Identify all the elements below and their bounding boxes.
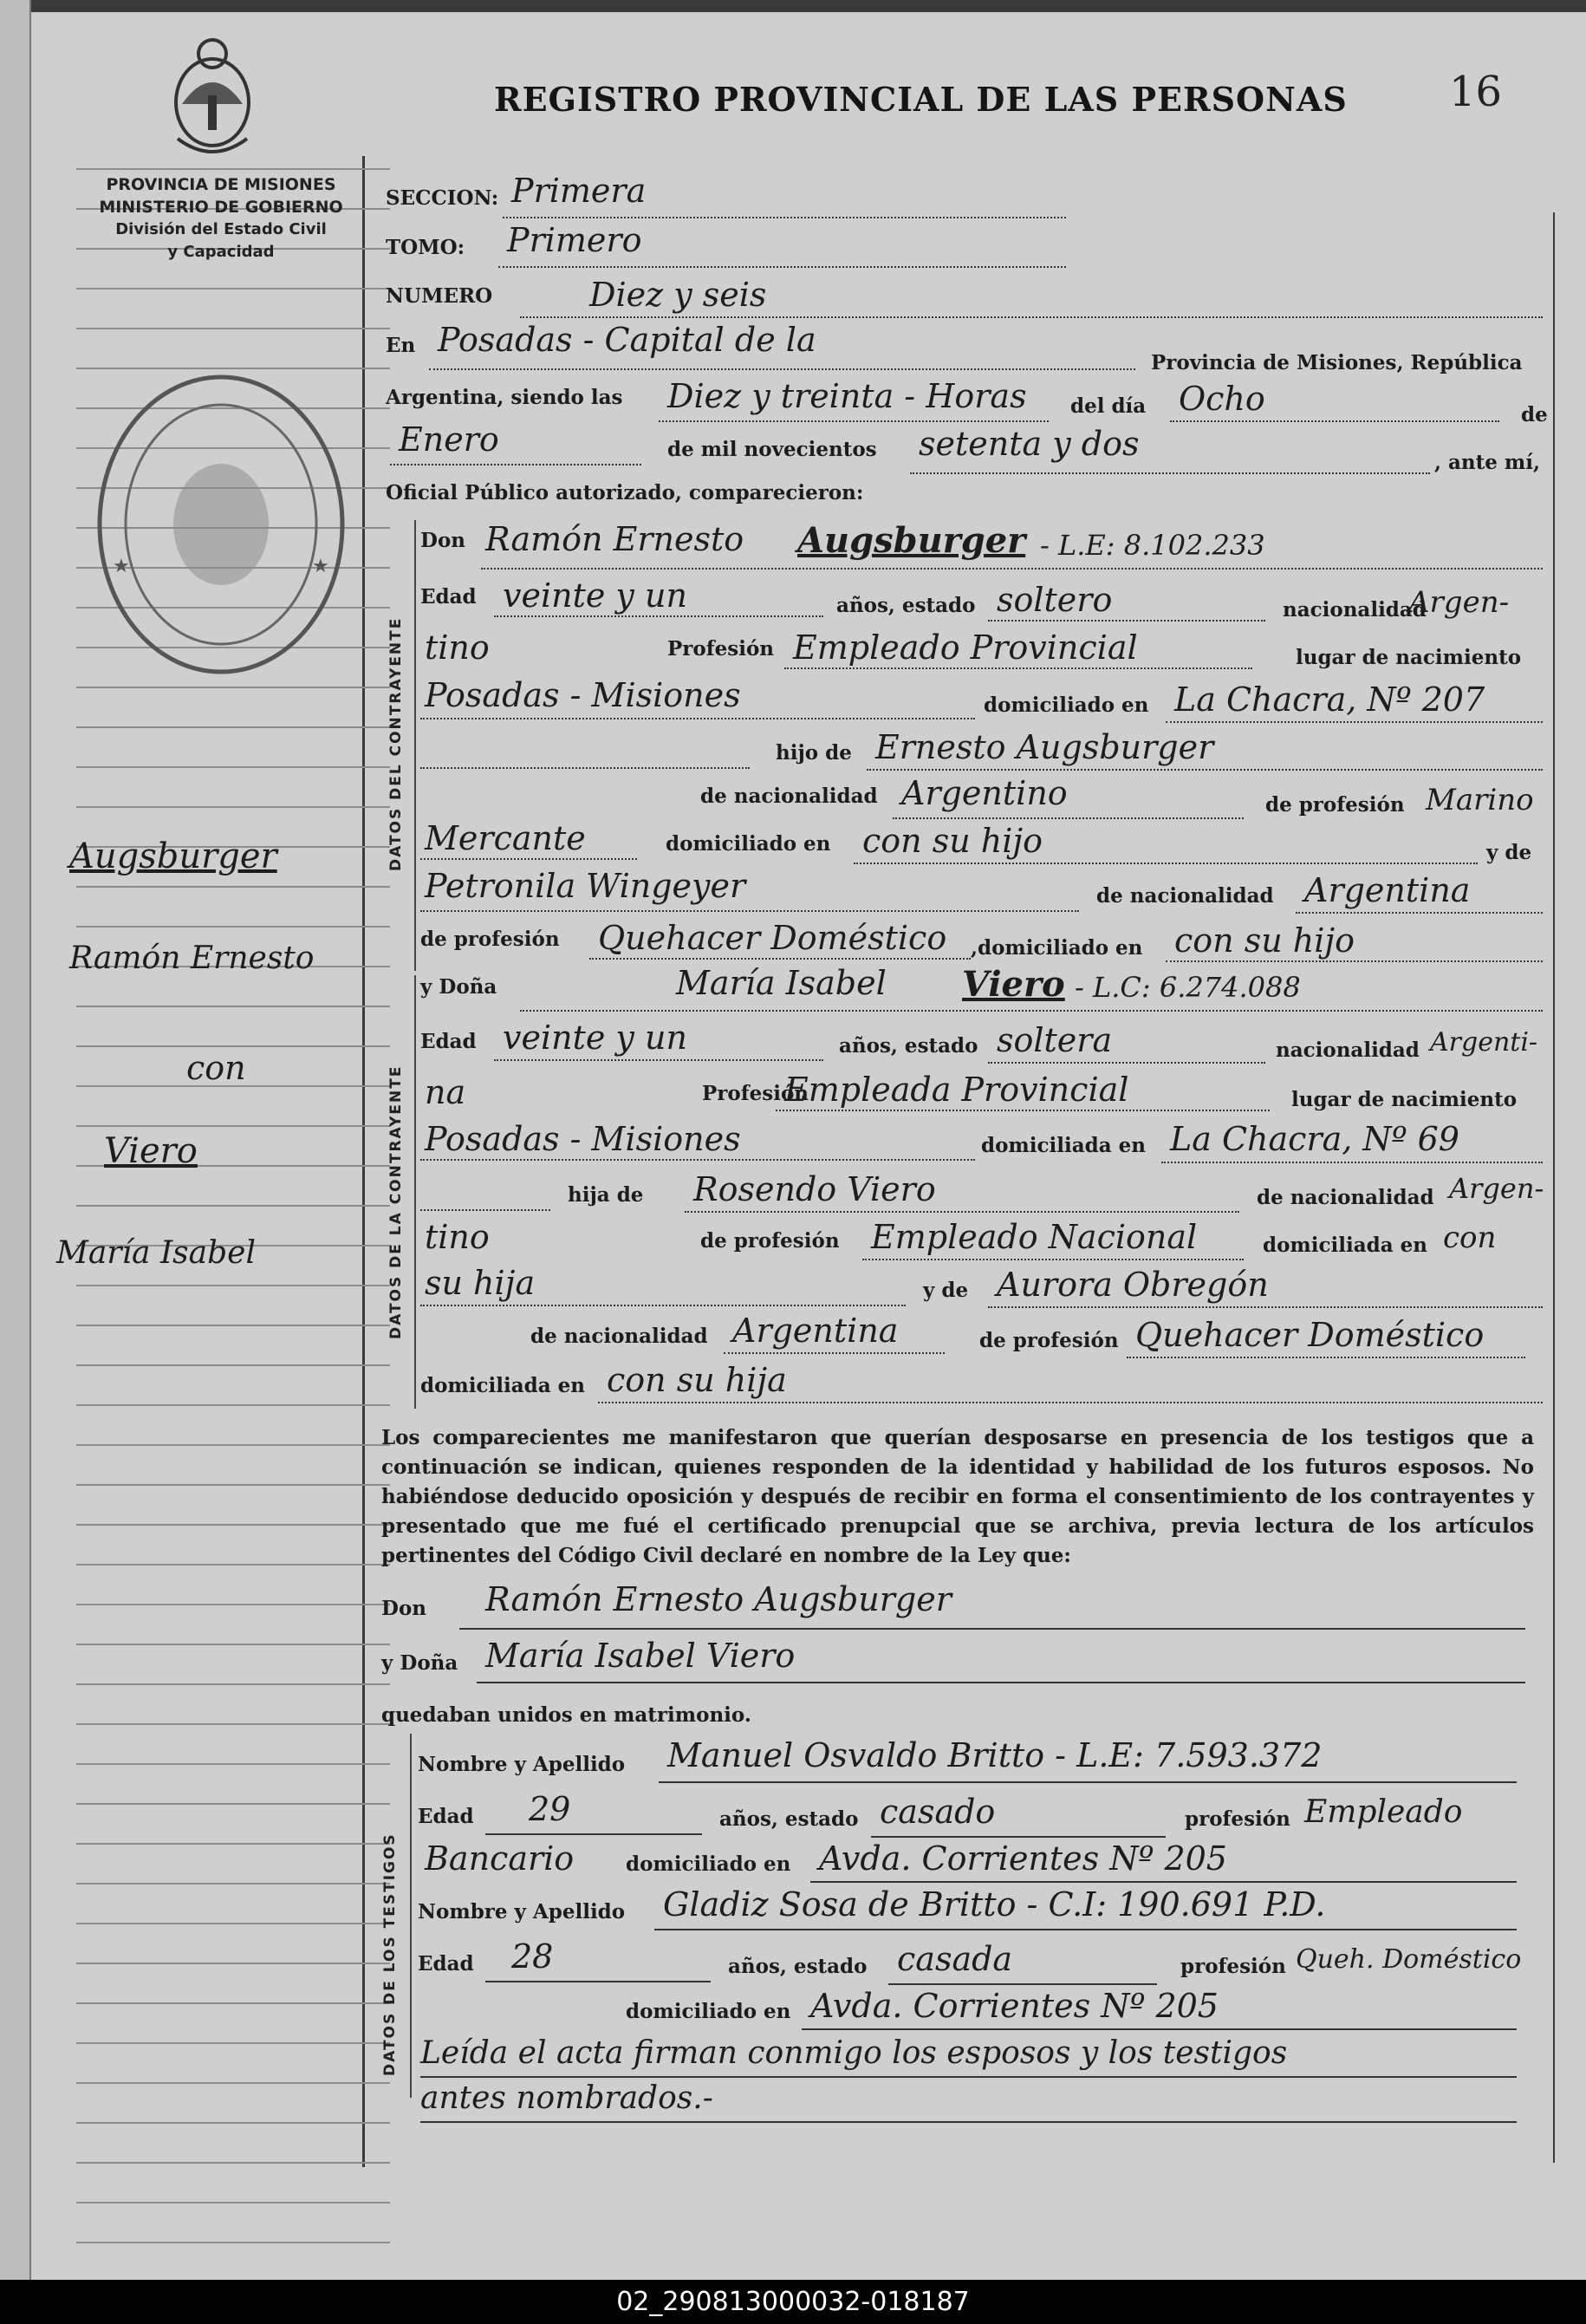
c1-padre-prof-b: Mercante bbox=[425, 819, 586, 857]
c1-madre-nac: Argentina bbox=[1304, 871, 1471, 909]
decl-dona-line bbox=[477, 1682, 1525, 1683]
c1-madre-dom: con su hijo bbox=[1174, 921, 1355, 960]
t1-nombre-line bbox=[659, 1781, 1517, 1783]
t1-edad: 29 bbox=[529, 1790, 571, 1828]
c2-lugar: Posadas - Misiones bbox=[425, 1120, 741, 1158]
decl-don-line bbox=[459, 1628, 1525, 1630]
tomo-label: TOMO: bbox=[386, 236, 465, 259]
c2-madre-prof-line bbox=[1127, 1357, 1525, 1358]
c2-lugar-label: lugar de nacimiento bbox=[1291, 1088, 1518, 1111]
svg-text:★: ★ bbox=[312, 556, 329, 577]
c1-madre-line bbox=[420, 910, 1079, 912]
t2-edad: 28 bbox=[511, 1937, 554, 1976]
margin-ruled-line bbox=[76, 726, 390, 728]
decl-don-label: Don bbox=[381, 1597, 427, 1620]
c2-estado-line bbox=[988, 1062, 1265, 1064]
declaration-text: Los comparecientes me manifestaron que querían desposarse en presencia de los testigos que a continuación se indican, quienes responden de la identidad y habilidad de los futuros esposos. No habiéndose deducido oposición y después de recibir en forma el consentimiento de los contrayentes y presentado que me fué el certificado prenupcial que se archiva, previa lectura de los artículos pertinentes del Código Civil declaré en nombre de la Ley que: bbox=[381, 1426, 1534, 1567]
c1-padre-nac: Argentino bbox=[901, 774, 1068, 812]
margin-ruled-line bbox=[76, 2242, 390, 2243]
c1-prof-line bbox=[784, 667, 1252, 669]
c1-domicilio: La Chacra, Nº 207 bbox=[1174, 680, 1485, 719]
c1-nombre: Ramón Ernesto bbox=[485, 520, 744, 558]
contrayente2-bracket bbox=[414, 975, 416, 1409]
anio-value: setenta y dos bbox=[919, 425, 1140, 463]
top-edge bbox=[0, 0, 1586, 12]
c2-domicilio: La Chacra, Nº 69 bbox=[1170, 1120, 1459, 1158]
mes-line bbox=[390, 464, 641, 465]
hora-line bbox=[659, 420, 1049, 422]
numero-label: NUMERO bbox=[386, 284, 493, 308]
t1-estado-line bbox=[871, 1836, 1166, 1838]
mes-value: Enero bbox=[399, 420, 499, 459]
margin-given-names-2: María Isabel bbox=[56, 1235, 256, 1271]
c1-lugar-label: lugar de nacimiento bbox=[1296, 646, 1522, 669]
margin-ruled-line bbox=[76, 1763, 390, 1765]
t2-edad-label: Edad bbox=[418, 1952, 474, 1976]
c1-nac-b: tino bbox=[425, 628, 490, 667]
c1-padre-prof-a: Marino bbox=[1426, 783, 1534, 817]
c2-padre-nac-label: de nacionalidad bbox=[1257, 1186, 1434, 1209]
t2-estado-line bbox=[888, 1983, 1157, 1985]
t1-dom-label: domiciliado en bbox=[626, 1852, 791, 1876]
c2-madre-dom-label: domiciliada en bbox=[420, 1374, 585, 1397]
margin-ruled-line bbox=[76, 1325, 390, 1326]
margin-ruled-line bbox=[76, 1604, 390, 1605]
c1-padre-prof-b-line bbox=[420, 858, 637, 860]
issuing-authority bbox=[78, 173, 364, 264]
c2-dona-line bbox=[520, 1010, 1543, 1012]
c1-madre-dom-label: ,domiciliado en bbox=[971, 936, 1143, 960]
c2-padre-dom-b: su hija bbox=[425, 1264, 536, 1302]
t1-prof-a: Empleado bbox=[1304, 1794, 1463, 1830]
c2-padre-dom-a: con bbox=[1443, 1221, 1497, 1255]
hora-value: Diez y treinta - Horas bbox=[667, 377, 1027, 415]
c1-padre-dom: con su hijo bbox=[862, 822, 1043, 860]
seccion-value: Primera bbox=[511, 172, 647, 210]
t1-edad-line bbox=[485, 1833, 702, 1835]
c2-padre-prof-line bbox=[862, 1259, 1244, 1260]
margin-ruled-line bbox=[76, 806, 390, 808]
c2-lugar-line bbox=[420, 1159, 975, 1161]
del-dia-label: del día bbox=[1070, 394, 1147, 418]
c1-doc: - L.E: 8.102.233 bbox=[1040, 529, 1265, 562]
c2-prof-line bbox=[776, 1110, 1270, 1111]
t2-nombre: Gladiz Sosa de Britto - C.I: 190.691 P.D. bbox=[663, 1885, 1326, 1924]
c2-estado: soltera bbox=[997, 1021, 1113, 1059]
margin-ruled-line bbox=[76, 687, 390, 688]
c2-hija-label: hija de bbox=[568, 1183, 644, 1207]
de-mil-label: de mil novecientos bbox=[667, 438, 877, 461]
c2-dona-label: y Doña bbox=[420, 975, 497, 999]
margin-divider bbox=[362, 156, 365, 2167]
t2-estado-label: años, estado bbox=[728, 1955, 868, 1978]
c2-nac-a: Argenti- bbox=[1430, 1027, 1538, 1058]
margin-ruled-line bbox=[76, 2162, 390, 2164]
c1-y-de-label: y de bbox=[1486, 841, 1532, 864]
c1-padre-dom-line bbox=[854, 863, 1478, 864]
t1-dom: Avda. Corrientes Nº 205 bbox=[819, 1839, 1227, 1878]
testigos-side-label: DATOS DE LOS TESTIGOS bbox=[381, 1833, 399, 2076]
c2-padre-prof: Empleado Nacional bbox=[871, 1218, 1198, 1256]
t1-nombre: Manuel Osvaldo Britto - L.E: 7.593.372 bbox=[667, 1736, 1323, 1774]
c1-madre-nac-line bbox=[1296, 912, 1543, 914]
t2-nombre-line bbox=[654, 1929, 1517, 1930]
coat-of-arms-icon bbox=[165, 35, 260, 156]
c2-doc: - L.C: 6.274.088 bbox=[1075, 971, 1301, 1004]
tomo-value: Primero bbox=[507, 221, 642, 259]
margin-ruled-line bbox=[76, 1723, 390, 1725]
margin-ruled-line bbox=[76, 328, 390, 329]
c1-don-line bbox=[481, 568, 1543, 570]
provincia-label: Provincia de Misiones, República bbox=[1151, 351, 1523, 374]
margin-ruled-line bbox=[76, 1444, 390, 1446]
margin-con: con bbox=[186, 1049, 246, 1087]
c2-madre-dom-line bbox=[598, 1402, 1543, 1403]
c1-madre-nac-label: de nacionalidad bbox=[1096, 884, 1274, 908]
c1-estado: soltero bbox=[997, 581, 1113, 619]
c1-madre-prof-line bbox=[589, 958, 971, 960]
t1-edad-label: Edad bbox=[418, 1805, 474, 1828]
image-id-footer: 02_290813000032-018187 bbox=[0, 2280, 1586, 2324]
c1-padre: Ernesto Augsburger bbox=[875, 728, 1214, 766]
margin-ruled-line bbox=[76, 766, 390, 768]
c2-madre-nac-label: de nacionalidad bbox=[530, 1325, 708, 1348]
margin-ruled-line bbox=[76, 2042, 390, 2044]
c2-nombre: María Isabel bbox=[676, 964, 887, 1002]
c2-madre-prof: Quehacer Doméstico bbox=[1135, 1316, 1485, 1354]
margin-ruled-line bbox=[76, 1644, 390, 1645]
c1-lugar-line bbox=[420, 718, 975, 719]
c2-madre: Aurora Obregón bbox=[997, 1266, 1269, 1304]
margin-ruled-line bbox=[76, 2122, 390, 2124]
c2-edad-label: Edad bbox=[420, 1030, 477, 1053]
c1-padre-prof-label: de profesión bbox=[1265, 793, 1405, 817]
en-line bbox=[429, 368, 1135, 370]
official-seal-icon bbox=[87, 364, 355, 685]
testigos-bracket bbox=[410, 1734, 412, 2098]
margin-ruled-line bbox=[76, 1205, 390, 1207]
svg-text:★: ★ bbox=[113, 556, 130, 577]
en-value: Posadas - Capital de la bbox=[438, 321, 816, 359]
c1-estado-label: años, estado bbox=[836, 594, 976, 617]
numero-value: Diez y seis bbox=[589, 276, 767, 314]
margin-ruled-line bbox=[76, 1484, 390, 1486]
unidos-label: quedaban unidos en matrimonio. bbox=[381, 1703, 751, 1727]
t2-dom-line bbox=[802, 2028, 1517, 2030]
closing-line-2: antes nombrados.- bbox=[420, 2080, 713, 2116]
decl-don: Ramón Ernesto Augsburger bbox=[485, 1580, 952, 1618]
en-label: En bbox=[386, 334, 416, 357]
page-number: 16 bbox=[1449, 68, 1503, 116]
numero-line bbox=[520, 316, 1543, 318]
t2-dom-label: domiciliado en bbox=[626, 2000, 791, 2023]
margin-ruled-line bbox=[76, 1963, 390, 1964]
seccion-label: SECCION: bbox=[386, 186, 499, 210]
t1-nombre-label: Nombre y Apellido bbox=[418, 1753, 626, 1776]
c2-madre-nac: Argentina bbox=[732, 1312, 899, 1350]
margin-ruled-line bbox=[76, 2082, 390, 2084]
c1-padre-line bbox=[867, 769, 1543, 771]
c1-padre-nac-line bbox=[893, 817, 1244, 819]
c1-madre-prof-label: de profesión bbox=[420, 928, 560, 951]
c1-don-label: Don bbox=[420, 529, 466, 552]
dia-value: Ocho bbox=[1179, 380, 1265, 418]
margin-ruled-line bbox=[76, 1006, 390, 1007]
contrayente1-side-label: DATOS DEL CONTRAYENTE bbox=[387, 616, 405, 871]
contrayente2-side-label: DATOS DE LA CONTRAYENTE bbox=[387, 1064, 405, 1339]
margin-ruled-line bbox=[76, 1564, 390, 1566]
c2-apellido: Viero bbox=[962, 964, 1065, 1005]
c1-lugar: Posadas - Misiones bbox=[425, 676, 741, 714]
margin-ruled-line bbox=[76, 1364, 390, 1366]
oficial-label: Oficial Público autorizado, comparecieron: bbox=[386, 481, 864, 505]
c1-nac-a: Argen- bbox=[1408, 585, 1510, 620]
c1-padre-nac-label: de nacionalidad bbox=[700, 784, 878, 808]
de-label: de bbox=[1521, 403, 1548, 426]
margin-ruled-line bbox=[76, 1125, 390, 1127]
t2-nombre-label: Nombre y Apellido bbox=[418, 1900, 626, 1924]
t1-prof-b: Bancario bbox=[425, 1839, 575, 1878]
t1-dom-line bbox=[810, 1881, 1517, 1883]
closing-line-1: Leída el acta firman conmigo los esposos y los testigos bbox=[420, 2035, 1288, 2071]
margin-surname: Augsburger bbox=[69, 837, 277, 876]
margin-ruled-line bbox=[76, 926, 390, 928]
t2-estado: casada bbox=[897, 1940, 1013, 1978]
t1-estado-label: años, estado bbox=[719, 1807, 859, 1831]
c1-apellido: Augsburger bbox=[797, 520, 1026, 561]
c1-prof-label: Profesión bbox=[667, 637, 775, 661]
c2-madre-prof-label: de profesión bbox=[979, 1329, 1119, 1352]
t2-edad-line bbox=[485, 1981, 711, 1982]
decl-dona: María Isabel Viero bbox=[485, 1637, 796, 1675]
c2-nac-label: nacionalidad bbox=[1276, 1038, 1420, 1062]
c2-padre-nac-b: tino bbox=[425, 1218, 490, 1256]
argentina-label: Argentina, siendo las bbox=[386, 386, 623, 409]
decl-dona-label: y Doña bbox=[381, 1651, 458, 1675]
c2-edad: veinte y un bbox=[503, 1019, 687, 1057]
c1-dom-label: domiciliado en bbox=[984, 693, 1149, 717]
c1-estado-line bbox=[988, 620, 1265, 622]
c1-hijo-label: hijo de bbox=[776, 741, 852, 765]
c2-padre: Rosendo Viero bbox=[693, 1170, 936, 1208]
t1-estado: casado bbox=[880, 1793, 996, 1831]
c1-padre-dom-label: domiciliado en bbox=[666, 832, 831, 856]
c1-madre-dom-line bbox=[1166, 960, 1543, 962]
document-title: REGISTRO PROVINCIAL DE LAS PERSONAS bbox=[494, 80, 1348, 119]
c2-profesion: Empleada Provincial bbox=[784, 1071, 1129, 1109]
org-line-4: y Capacidad bbox=[167, 243, 275, 261]
margin-ruled-line bbox=[76, 168, 390, 170]
t2-prof-label: profesión bbox=[1180, 1955, 1286, 1978]
c2-padre-dom-b-line bbox=[420, 1305, 906, 1306]
binding-edge bbox=[0, 0, 31, 2280]
seccion-line bbox=[503, 217, 1066, 218]
margin-ruled-line bbox=[76, 1524, 390, 1526]
c1-madre-prof: Quehacer Doméstico bbox=[598, 919, 947, 957]
c2-padre-dom-label: domiciliada en bbox=[1263, 1234, 1427, 1257]
org-line-3: División del Estado Civil bbox=[115, 220, 327, 238]
margin-ruled-line bbox=[76, 2202, 390, 2204]
margin-ruled-line bbox=[76, 1683, 390, 1685]
margin-ruled-line bbox=[76, 1843, 390, 1845]
margin-ruled-line bbox=[76, 1404, 390, 1406]
t2-dom: Avda. Corrientes Nº 205 bbox=[810, 1987, 1219, 2025]
closing-line-1-rule bbox=[420, 2076, 1517, 2078]
c2-estado-label: años, estado bbox=[839, 1034, 978, 1058]
c2-prof-label: Profesión bbox=[702, 1082, 809, 1105]
margin-surname-2: Viero bbox=[104, 1131, 198, 1171]
anio-line bbox=[910, 472, 1430, 474]
c1-edad-label: Edad bbox=[420, 585, 477, 609]
c1-edad: veinte y un bbox=[503, 576, 687, 615]
c2-blank-line bbox=[420, 1209, 550, 1211]
org-line-1: PROVINCIA DE MISIONES bbox=[106, 175, 336, 194]
c2-nac-b: na bbox=[425, 1073, 466, 1111]
org-line-2: MINISTERIO DE GOBIERNO bbox=[99, 198, 343, 217]
t1-prof-label: profesión bbox=[1185, 1807, 1290, 1831]
c2-dom-label: domiciliada en bbox=[981, 1134, 1146, 1157]
c2-edad-line bbox=[494, 1059, 823, 1061]
contrayente1-bracket bbox=[414, 520, 416, 971]
c2-y-de-label: y de bbox=[923, 1279, 969, 1302]
c2-dom-line bbox=[1161, 1162, 1543, 1163]
margin-ruled-line bbox=[76, 1803, 390, 1805]
margin-ruled-line bbox=[76, 2002, 390, 2004]
t2-prof: Queh. Doméstico bbox=[1296, 1944, 1522, 1975]
margin-ruled-line bbox=[76, 1045, 390, 1047]
c1-dom-line bbox=[1166, 721, 1543, 723]
c2-madre-line bbox=[988, 1306, 1543, 1308]
margin-ruled-line bbox=[76, 1923, 390, 1924]
c2-madre-nac-line bbox=[724, 1352, 945, 1354]
closing-line-2-rule bbox=[420, 2121, 1517, 2123]
c1-profesion: Empleado Provincial bbox=[793, 628, 1138, 667]
c2-padre-nac-a: Argen- bbox=[1449, 1172, 1544, 1205]
margin-ruled-line bbox=[76, 1883, 390, 1885]
c1-nac-label: nacionalidad bbox=[1283, 598, 1427, 622]
right-border bbox=[1553, 212, 1555, 2163]
tomo-line bbox=[498, 266, 1066, 268]
margin-ruled-line bbox=[76, 288, 390, 290]
c2-padre-prof-label: de profesión bbox=[700, 1229, 840, 1253]
margin-ruled-line bbox=[76, 1285, 390, 1286]
dia-line bbox=[1170, 420, 1499, 422]
margin-given-names: Ramón Ernesto bbox=[69, 941, 315, 976]
c2-madre-dom: con su hija bbox=[607, 1361, 787, 1399]
ante-mi-label: , ante mí, bbox=[1434, 451, 1540, 474]
c1-blank-line bbox=[420, 767, 750, 769]
c2-padre-line bbox=[685, 1211, 1239, 1213]
c1-edad-line bbox=[494, 615, 823, 617]
c1-madre: Petronila Wingeyer bbox=[425, 867, 746, 905]
margin-ruled-line bbox=[76, 886, 390, 888]
